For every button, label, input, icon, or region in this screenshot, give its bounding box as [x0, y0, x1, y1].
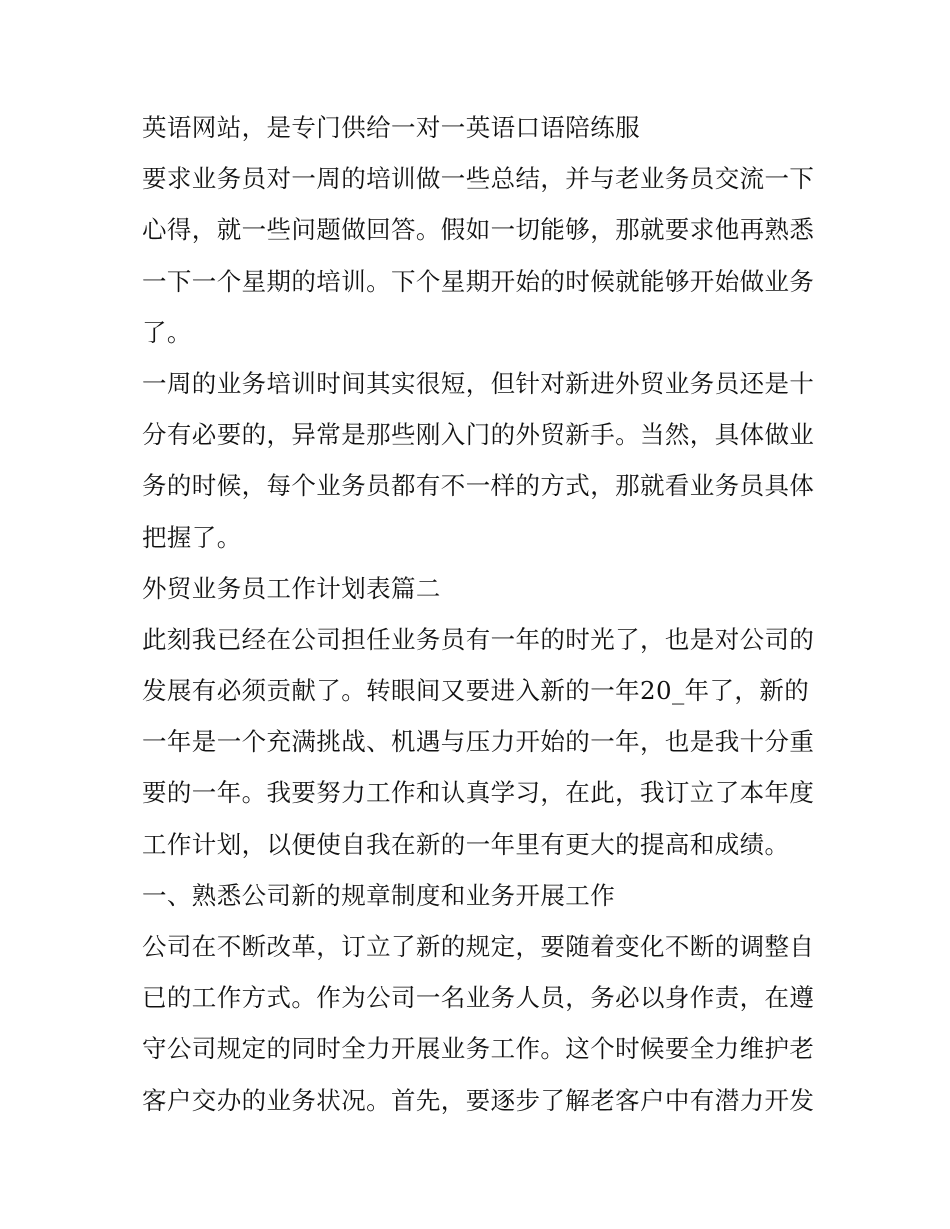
text-line: 工作计划，以便使自我在新的一年里有更大的提高和成绩。 [142, 829, 790, 859]
text-line: 英语网站，是专门供给一对一英语口语陪练服 [142, 113, 640, 142]
text-line: 务的时候，每个业务员都有不一样的方式，那就看业务员具体 [142, 471, 815, 501]
section-heading: 外贸业务员工作计划表篇二 [142, 573, 441, 603]
text-line: 一周的业务培训时间其实很短，但针对新进外贸业务员还是十 [142, 368, 815, 398]
text-line: 了。 [142, 317, 192, 347]
document-body [142, 102, 822, 1126]
text-line: 此刻我已经在公司担任业务员有一年的时光了，也是对公司的 [142, 624, 815, 654]
section-heading: 一、熟悉公司新的规章制度和业务开展工作 [142, 880, 616, 910]
text-line: 分有必要的，异常是那些刚入门的外贸新手。当然，具体做业 [142, 420, 815, 450]
text-line: 已的工作方式。作为公司一名业务人员，务必以身作责，在遵 [142, 983, 815, 1013]
text-line: 客户交办的业务状况。首先，要逐步了解老客户中有潜力开发 [142, 1085, 815, 1115]
text-line: 要求业务员对一周的培训做一些总结，并与老业务员交流一下 [142, 164, 815, 194]
text-line: 心得，就一些问题做回答。假如一切能够，那就要求他再熟悉 [142, 215, 815, 245]
text-line: 一年是一个充满挑战、机遇与压力开始的一年，也是我十分重 [142, 727, 815, 757]
text-line: 守公司规定的同时全力开展业务工作。这个时候要全力维护老 [142, 1034, 815, 1064]
text-line: 一下一个星期的培训。下个星期开始的时候就能够开始做业务 [142, 266, 815, 296]
text-line: 把握了。 [142, 522, 242, 552]
text-line: 发展有必须贡献了。转眼间又要进入新的一年20_年了，新的 [142, 676, 810, 706]
text-line: 要的一年。我要努力工作和认真学习，在此，我订立了本年度 [142, 778, 815, 808]
text-line: 公司在不断改革，订立了新的规定，要随着变化不断的调整自 [142, 932, 815, 961]
